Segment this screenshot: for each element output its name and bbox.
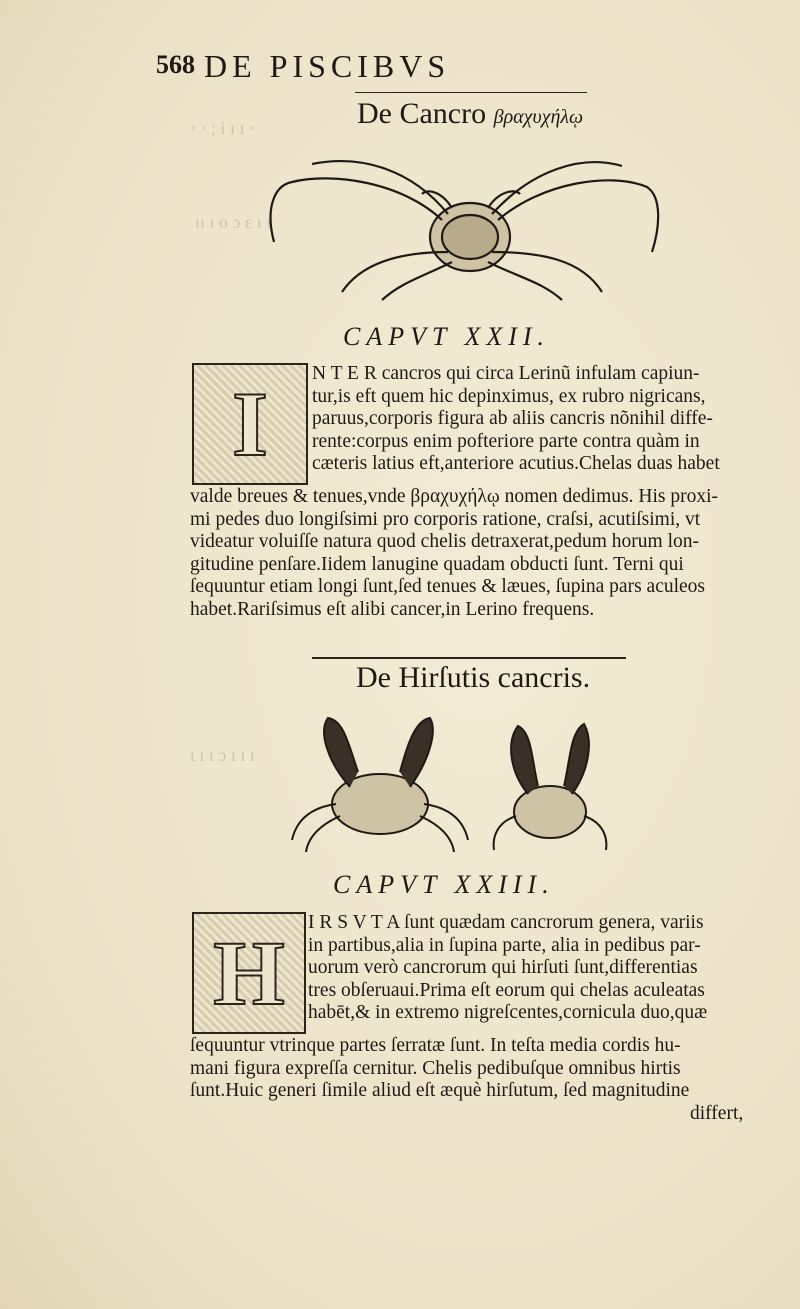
title-rule [355, 92, 587, 93]
section-title-greek: βραχυχήλῳ [493, 106, 584, 128]
text-line: valde breues & tenues,vnde βραχυχήλῳ nomen dedimus. His proxi- [190, 486, 718, 507]
bleed-through: ıı ι ο ɔ ε ı ı [195, 212, 272, 232]
text-line: uorum verò cancrorum qui hirſuti ſunt,differentias [308, 957, 698, 979]
page-number: 568 [156, 50, 195, 79]
text-line: rente:corpus enim pofteriore parte contra quàm in [312, 430, 700, 452]
text-line: tur,is eft quem hic depinximus, ex rubro nigricans, [312, 385, 706, 407]
decorated-initial-i [192, 363, 308, 485]
paragraph-1-full [190, 486, 718, 622]
text-line: ſequuntur vtrinque partes ſerratæ ſunt. In teſta media cordis hu- [190, 1035, 681, 1056]
text-line: habet.Rariſsimus eſt alibi cancer,in Lerino frequens. [190, 598, 595, 620]
initial-letter: H [213, 922, 285, 1024]
text-line: mani figura expreſſa cernitur. Chelis pedibuſque omnibus hirtis [190, 1057, 681, 1079]
running-head: DE PISCIBVS [204, 48, 451, 84]
section-title-1 [357, 97, 583, 131]
decorated-initial-h [192, 912, 306, 1034]
paragraph-2-indented [308, 912, 707, 1025]
catchword: differt, [690, 1103, 744, 1124]
text-line: in partibus,alia in ſupina parte, alia in pedibus par- [308, 934, 701, 956]
initial-letter: I [232, 373, 268, 475]
crab-illustrations-hirsute [288, 712, 628, 862]
text-line: tres obſeruaui.Prima eſt eorum qui chelas aculeatas [308, 979, 705, 1001]
text-line: habēt,& in extremo nigreſcentes,cornicula duo,quæ [308, 1002, 708, 1024]
text-line: paruus,corporis figura ab aliis cancris nõnihil diffe- [312, 408, 713, 430]
text-line: ſequuntur etiam longi ſunt,ſed tenues & læues, ſupina pars aculeos [190, 576, 706, 598]
paragraph-2-full [190, 1035, 689, 1103]
chapter-heading-2: CAPVT XXIII. [333, 870, 555, 899]
text-line: mi pedes duo longiſsimi pro corporis ratione, craſsi, acutiſsimi, vt [190, 508, 701, 530]
text-line: I R S V T A ſunt quædam cancrorum genera, variis [308, 912, 704, 933]
text-line: ſunt.Huic generi ſimile aliud eſt æquè hirſutum, ſed magnitudine [190, 1080, 690, 1102]
text-line: gitudine penſare.Iidem lanugine quadam obducti ſunt. Terni qui [190, 553, 684, 575]
bleed-through: · · ; i ı ı · [190, 118, 255, 138]
text-line: videatur voluiſſe natura quod chelis detraxerat,pedum horum lon- [190, 531, 700, 553]
section-title-text: De Cancro [357, 97, 487, 130]
crab-illustration-short-claws [252, 142, 672, 302]
text-line: N T E R cancros qui circa Lerinũ infulam capiun- [312, 363, 700, 384]
bleed-through: ι ı ı ɔ ı ı ı [190, 745, 255, 765]
title-rule [312, 657, 626, 659]
text-line: cæteris latius eft,anteriore acutius.Chelas duas habet [312, 453, 720, 475]
paragraph-1-indented [312, 363, 720, 476]
section-title-2: De Hirſutis cancris. [356, 661, 591, 694]
chapter-heading-1: CAPVT XXII. [343, 322, 551, 351]
page-header [148, 48, 668, 88]
